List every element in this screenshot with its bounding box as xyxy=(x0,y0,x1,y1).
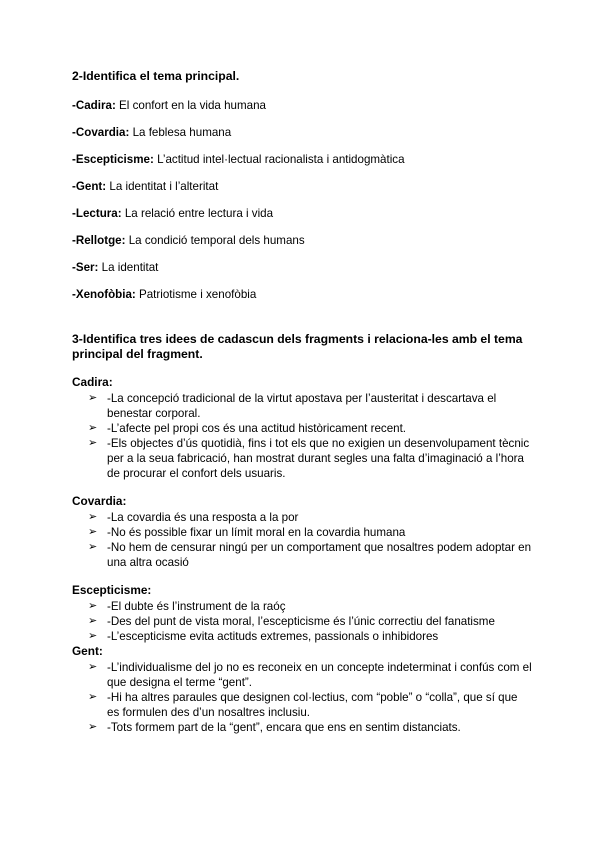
topic-item: -Xenofòbia: Patriotisme i xenofòbia xyxy=(72,288,257,301)
list-item: ➢ -No hem de censurar ningú per un comportament que nosaltres podem adoptar en una altra ocasió xyxy=(88,541,532,569)
arrow-bullet-icon: ➢ xyxy=(88,526,98,538)
group-title-covardia: Covardia: xyxy=(72,494,127,508)
group-title-cadira: Cadira: xyxy=(72,375,113,389)
section3-heading: 3-Identifica tres idees de cadascun dels fragments i relaciona-les amb el tema principal del fragment. xyxy=(72,332,523,361)
section3 xyxy=(72,332,532,735)
list-item: ➢ -L’individualisme del jo no es reconeix en un concepte indeterminat i confús com el que designa el terme “gent”. xyxy=(88,661,532,689)
list-item: ➢ -L’afecte pel propi cos és una actitud històricament recent. xyxy=(88,422,407,435)
list-item: ➢ -Des del punt de vista moral, l’escepticisme és l’únic correctiu del fanatisme xyxy=(88,615,495,628)
arrow-bullet-icon: ➢ xyxy=(88,615,98,627)
list-item: ➢ -La covardia és una resposta a la por xyxy=(88,511,299,524)
ideas-list-covardia xyxy=(72,510,532,570)
arrow-bullet-icon: ➢ xyxy=(88,392,98,404)
arrow-bullet-icon: ➢ xyxy=(88,691,98,703)
arrow-bullet-icon: ➢ xyxy=(88,721,98,733)
topic-item: -Rellotge: La condició temporal dels humans xyxy=(72,234,305,247)
document-page xyxy=(72,69,532,735)
topic-item: -Gent: La identitat i l’alteritat xyxy=(72,180,219,193)
list-item: ➢ -L’escepticisme evita actituds extremes, passionals o inhibidores xyxy=(88,630,439,643)
topic-item: -Escepticisme: L’actitud intel·lectual racionalista i antidogmàtica xyxy=(72,153,405,166)
arrow-bullet-icon: ➢ xyxy=(88,600,98,612)
section2-heading: 2-Identifica el tema principal. xyxy=(72,69,240,83)
topic-item: -Ser: La identitat xyxy=(72,261,159,274)
topics-list xyxy=(72,99,532,302)
list-item: ➢ -No és possible fixar un límit moral en la covardia humana xyxy=(88,526,406,539)
arrow-bullet-icon: ➢ xyxy=(88,541,98,553)
arrow-bullet-icon: ➢ xyxy=(88,630,98,642)
list-item: ➢ -Hi ha altres paraules que designen col·lectius, com “poble” o “colla”, que sí que es formulen des d’un nosaltres inclusiu. xyxy=(88,691,518,719)
arrow-bullet-icon: ➢ xyxy=(88,437,98,449)
topic-item: -Cadira: El confort en la vida humana xyxy=(72,99,266,112)
list-item: ➢ -Els objectes d’ús quotidià, fins i tot els que no exigien un desenvolupament tècnic per a la seua fabricació, han mostrat durant segles una falta d’imaginació a l’hora de procurar el confort dels usuaris. xyxy=(88,437,530,480)
topic-item: -Lectura: La relació entre lectura i vida xyxy=(72,207,274,220)
list-item: ➢ -El dubte és l’instrument de la raóç xyxy=(88,600,286,613)
arrow-bullet-icon: ➢ xyxy=(88,661,98,673)
ideas-list-escepticisme xyxy=(72,599,532,644)
ideas-list-cadira xyxy=(72,391,532,481)
list-item: ➢ -Tots formem part de la “gent”, encara que ens en sentim distanciats. xyxy=(88,721,461,734)
ideas-list-gent xyxy=(72,660,532,735)
arrow-bullet-icon: ➢ xyxy=(88,422,98,434)
arrow-bullet-icon: ➢ xyxy=(88,511,98,523)
group-title-gent: Gent: xyxy=(72,644,103,658)
group-title-escepticisme: Escepticisme: xyxy=(72,583,152,597)
list-item: ➢ -La concepció tradicional de la virtut apostava per l’austeritat i descartava el benestar corporal. xyxy=(88,392,497,420)
topic-item: -Covardia: La feblesa humana xyxy=(72,126,232,139)
